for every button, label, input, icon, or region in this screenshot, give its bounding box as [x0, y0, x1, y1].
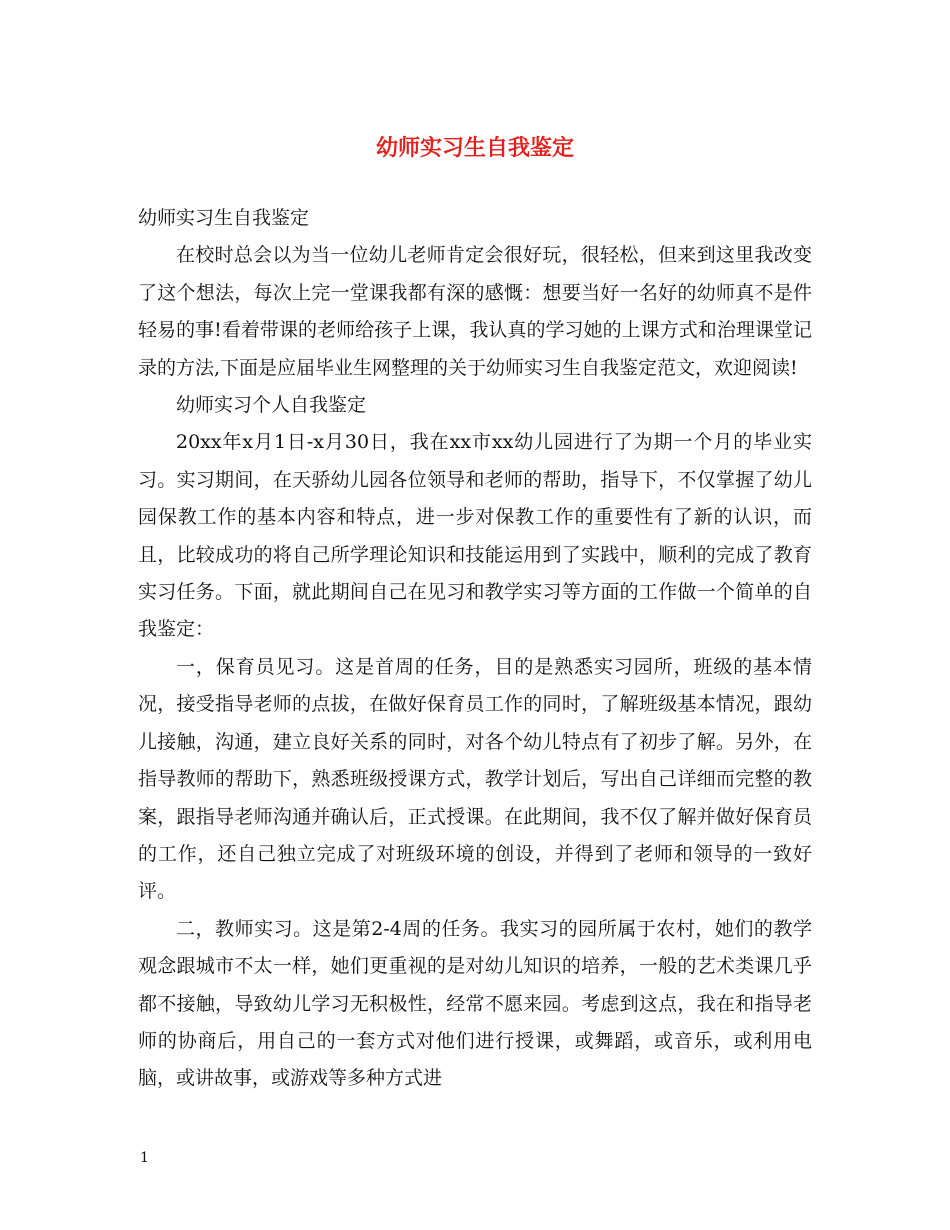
document-body [138, 200, 812, 1098]
paragraph-heading: 幼师实习生自我鉴定 [138, 207, 310, 229]
paragraph-subheading: 幼师实习个人自我鉴定 [176, 394, 367, 417]
page-number: 1 [140, 1150, 149, 1166]
paragraph-intro: 在校时总会以为当一位幼儿老师肯定会很好玩，很轻松，但来到这里我改变了这个想法，每次上完一堂课我都有深的感慨：想要当好一名好的幼师真不是件轻易的事!看着带课的老师给孩子上课，我认真的学习她的上课方式和治理课堂记录的方法,下面是应届毕业生网整理的关于幼师实习生自我鉴定范文，欢迎阅读! [138, 244, 812, 379]
paragraph-internship-overview: 20xx年x月1日-x月30日，我在xx市xx幼儿园进行了为期一个月的毕业实习。实习期间，在天骄幼儿园各位领导和老师的帮助，指导下，不仅掌握了幼儿园保教工作的基本内容和特点，进一步对保教工作的重要性有了新的认识，而且，比较成功的将自己所学理论知识和技能运用到了实践中，顺利的完成了教育实习任务。下面，就此期间自己在见习和教学实习等方面的工作做一个简单的自我鉴定： [138, 431, 812, 641]
document-title: 幼师实习生自我鉴定 [375, 135, 574, 161]
paragraph-section-one: 一，保育员见习。这是首周的任务，目的是熟悉实习园所，班级的基本情况，接受指导老师的点拔，在做好保育员工作的同时，了解班级基本情况，跟幼儿接触，沟通，建立良好关系的同时，对各个幼儿特点有了初步了解。另外，在指导教师的帮助下，熟悉班级授课方式，教学计划后，写出自己详细而完整的教案，跟指导老师沟通并确认后，正式授课。在此期间，我不仅了解并做好保育员的工作，还自己独立完成了对班级环境的创设，并得到了老师和领导的一致好评。 [138, 655, 812, 903]
paragraph-section-two: 二，教师实习。这是第2-4周的任务。我实习的园所属于农村，她们的教学观念跟城市不太一样，她们更重视的是对幼儿知识的培养，一般的艺术类课几乎都不接触，导致幼儿学习无积极性，经常不愿来园。考虑到这点，我在和指导老师的协商后，用自己的一套方式对他们进行授课，或舞蹈，或音乐，或利用电脑，或讲故事，或游戏等多种方式进 [138, 917, 812, 1090]
